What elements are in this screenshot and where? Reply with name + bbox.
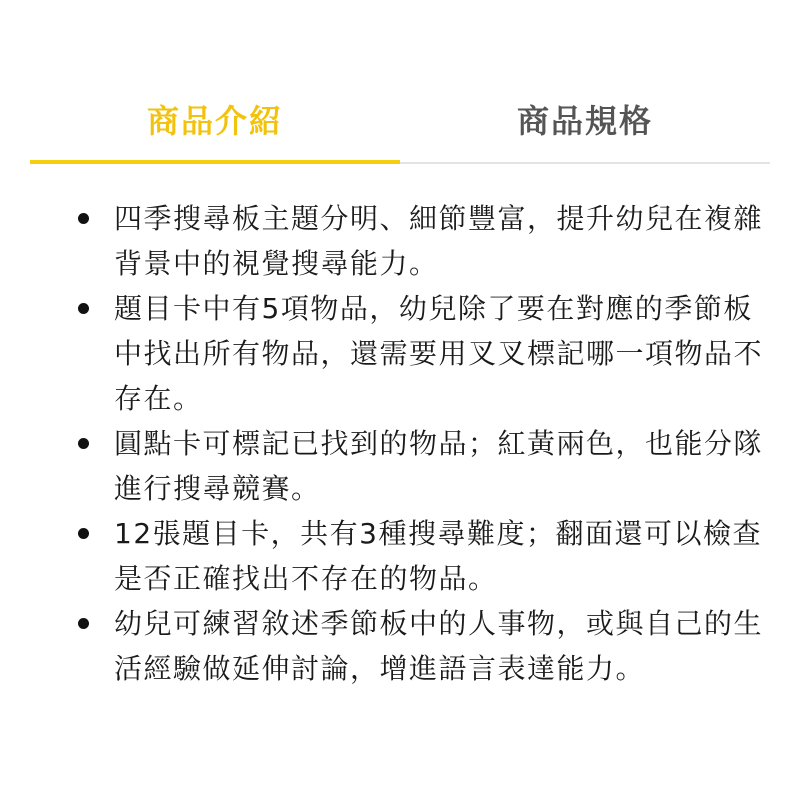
list-item xyxy=(70,421,775,511)
bullet-icon xyxy=(78,528,89,539)
feature-text: 幼兒可練習敘述季節板中的人事物，或與自己的生活經驗做延伸討論，增進語言表達能力。 xyxy=(114,607,764,685)
list-item xyxy=(70,601,775,691)
product-description xyxy=(70,196,775,691)
tab-product-specs[interactable]: 商品規格 xyxy=(516,102,653,140)
bullet-icon xyxy=(78,438,89,449)
list-item xyxy=(70,511,775,601)
bullet-icon xyxy=(78,618,89,629)
feature-text: 圓點卡可標記已找到的物品；紅黃兩色，也能分隊進行搜尋競賽。 xyxy=(114,427,764,505)
product-tabs xyxy=(30,80,770,164)
feature-text: 四季搜尋板主題分明、細節豐富，提升幼兒在複雜背景中的視覺搜尋能力。 xyxy=(114,202,764,280)
list-item xyxy=(70,286,775,421)
feature-list xyxy=(70,196,775,691)
bullet-icon xyxy=(78,303,89,314)
list-item xyxy=(70,196,775,286)
feature-text: 12張題目卡，共有3種搜尋難度；翻面還可以檢查是否正確找出不存在的物品。 xyxy=(114,517,762,595)
tab-product-intro[interactable]: 商品介紹 xyxy=(30,80,400,162)
bullet-icon xyxy=(78,213,89,224)
feature-text: 題目卡中有5項物品，幼兒除了要在對應的季節板中找出所有物品，還需要用叉叉標記哪一項物品不存在。 xyxy=(114,292,764,415)
